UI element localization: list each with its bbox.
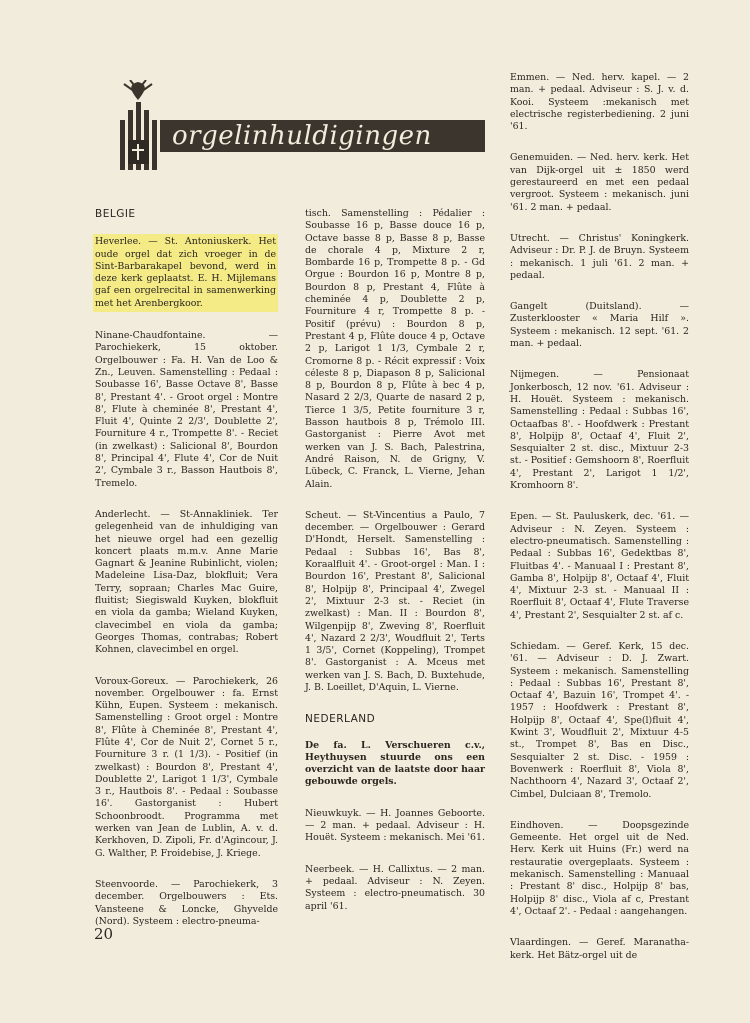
entry-scheut: Scheut. — St-Vincentius a Paulo, 7 december. — Orgelbouwer : Gerard D'Hondt, Herselt. Samenstelling : Pedaal : Subbas 16', Bas 8', Koraalfluit 4'. - Groot-orgel : Man. I : Bourdon 16', Prestant 8', Salicional 8', Holpijp 8', Principaal 4', Zwegel 2', Mixtuur 2-3 st. - Reciet (in zwelkast) : Man. II : Bourdon 8', Wilgenpijp 8', Zweving 8', Roerfluit 4', Nazard 2 2/3', Woudfluit 2', Terts 1 3/5', Cornet (Koppeling), Trompet 8'. Gastorganist : A. Mceus met werken van J. S. Bach, D. Buxtehude, J. B. Loeillet, D'Aquin, L. Vierne. [305, 509, 485, 693]
entry-epen: Epen. — St. Pauluskerk, dec. '61. — Adviseur : N. Zeyen. Systeem : electro-pneumatisch. Samenstelling : Pedaal : Subbas 16', Gedektbas 8', Fluitbas 4'. - Manuaal I : Prestant 8', Gamba 8', Holpijp 8', Octaaf 4', Fluit 4', Mixtuur 2-3 st. - Manuaal II : Roerfluit 8', Octaaf 4', Flute Traverse 4', Prestant 2', Sesquialter 2 st. af c. [510, 511, 689, 621]
entry-vlaardingen: Vlaardingen. — Geref. Maranatha-kerk. Het Bätz-orgel uit de [510, 937, 689, 961]
entry-anderlecht: Anderlecht. — St-Annakliniek. Ter gelegenheid van de inhuldiging van het nieuwe orgel had een gezellig koncert plaats m.m.v. Anne Marie Gagnart & Jeanine Rubinlicht, violen; Madeleine Lisa-Daz, blokfluit; Vera Terry, sopraan; Charles Mac Guire, fluitist; Siegiswald Kuyken, blokfluit en viola da gamba; Wieland Kuyken, clavecimbel en viola da gamba; Georges Thomas, contrabas; Robert Kohnen, clavecimbel en orgel. [95, 508, 278, 656]
entry-eindhoven: Eindhoven. — Doopsgezinde Gemeente. Het orgel uit de Ned. Herv. Kerk uit Huins (Fr.) werd na restauratie overgeplaats. Systeem : mekanisch. Samenstelling : Manuaal : Prestant 8' disc., Holpijp 8' bas, Holpijp 8' disc., Viola af c, Prestant 4', Octaaf 2'. - Pedaal : aangehangen. [510, 819, 689, 917]
column-2 [305, 208, 485, 932]
entry-steenvoorde-continued: tisch. Samenstelling : Pédalier : Soubasse 16 p, Basse douce 16 p, Octave basse 8 p, Basse 8 p, Basse de chorale 4 p, Mixture 2 r, Bombarde 16 p, Trompette 8 p. - Gd Orgue : Bourdon 16 p, Montre 8 p, Bourdon 8 p, Prestant 4, Flûte à cheminée 4 p, Doublette 2 p, Fourniture 4 r, Trompette 8 p. - Positif (prévu) : Bourdon 8 p, Prestant 4 p, Flûte douce 4 p, Octave 2 p, Larigot 1 1/3, Cymbale 2 r, Cromorne 8 p. - Récit expressif : Voix céleste 8 p, Diapason 8 p, Salicional 8 p, Bourdon 8 p, Flûte à bec 4 p, Nasard 2 2/3, Quarte de nasard 2 p, Tierce 1 3/5, Petite fourniture 3 r, Basson hautbois 8 p, Trémolo III. Gastorganist : Pierre Avot met werken van J. S. Bach, Palestrina, André Raison, N. de Grigny, V. Lübeck, C. Franck, L. Vierne, Jehan Alain. [305, 208, 485, 490]
entry-gangelt: Gangelt (Duitsland). — Zusterklooster « Maria Hilf ». Systeem : mekanisch. 12 sept. '61. 2 man. + pedaal. [510, 301, 689, 350]
entry-emmen: Emmen. — Ned. herv. kapel. — 2 man. + pedaal. Adviseur : S. J. v. d. Kooi. Systeem :mekanisch met electrische registerbediening. 2 juni '61. [510, 72, 689, 133]
section-heading-nederland: NEDERLAND [305, 713, 376, 726]
entry-genemuiden: Genemuiden. — Ned. herv. kerk. Het van Dijk-orgel uit ± 1850 werd gerestaureerd en met een pedaal vergroot. Systeem : mekanisch. juni '61. 2 man. + pedaal. [510, 152, 689, 213]
highlighted-entry-heverlee: Heverlee. — St. Antoniuskerk. Het oude orgel dat zich vroeger in de Sint-Barbarakapel bevond, werd in deze kerk geplaatst. E. H. Mijlemans gaf een orgelrecital in samenwerking met het Arenbergkoor. [93, 234, 278, 312]
entry-schiedam: Schiedam. — Geref. Kerk, 15 dec. '61. — Adviseur : D. J. Zwart. Systeem : mekanisch. Samenstelling : Pedaal : Subbas 16', Prestant 8', Octaaf 4', Bazuin 16', Trompet 4'. - 1957 : Hoofdwerk : Prestant 8', Holpijp 8', Octaaf 4', Spe(l)fluit 4', Kwint 3', Woudfluit 2', Mixtuur 4-5 st., Trompet 8', Bas en Disc., Sesquialter 2 st. Disc. - 1959 : Bovenwerk : Roerfluit 8', Viola 8', Nachthoorn 4', Nazard 3', Octaaf 2', Cimbel, Dulciaan 8', Tremolo. [510, 640, 689, 800]
header-banner [100, 80, 490, 180]
entry-voroux-goreux: Voroux-Goreux. — Parochiekerk, 26 november. Orgelbouwer : fa. Ernst Kühn, Eupen. Systeem : mekanisch. Samenstelling : Groot orgel : Montre 8', Flûte à Cheminée 8', Prestant 4', Flûte 4', Cor de Nuit 2', Cornet 5 r., Fourniture 3 r. (1 1/3). - Positief (in zwelkast) : Bourdon 8', Prestant 4', Doublette 2', Larigot 1 1/3', Cymbale 3 r., Hautbois 8'. - Pedaal : Soubasse 16'. Gastorganist : Hubert Schoonbroodt. Programma met werken van Jean de Lublin, A. v. d. Kerkhoven, D. Zipoli, Fr. d'Agincour, J. G. Walther, P. Froidebise, J. Kriege. [95, 675, 278, 859]
entry-verschueren-intro: De fa. L. Verschueren c.v., Heythuysen stuurde ons een overzicht van de laatste door haar gebouwde orgels. [305, 739, 485, 788]
organ-pipes-icon [120, 80, 157, 170]
column-1 [95, 208, 278, 947]
entry-neerbeek: Neerbeek. — H. Callixtus. — 2 man. + pedaal. Adviseur : N. Zeyen. Systeem : electro-pneumatisch. 30 april '61. [305, 863, 485, 912]
page-number: 20 [94, 925, 114, 943]
banner-title: orgelinhuldigingen [172, 121, 432, 151]
entry-ninane-chaudfontaine: Ninane-Chaudfontaine. — Parochiekerk, 15 oktober. Orgelbouwer : Fa. H. Van de Loo & Zn., Leuven. Samenstelling : Pedaal : Soubasse 16', Basse Octave 8', Basse 8', Prestant 4'. - Groot orgel : Montre 8', Flute à cheminée 8', Prestant 4', Fluit 4', Quinte 2 2/3', Doublette 2', Fourniture 4 r., Trompette 8'. - Reciet (in zwelkast) : Salicional 8', Bourdon 8', Principal 4', Flute 4', Cor de Nuit 2', Cymbale 3 r., Basson Hautbois 8', Tremelo. [95, 330, 278, 489]
section-heading-belgie: BELGIE [95, 208, 136, 220]
entry-nijmegen: Nijmegen. — Pensionaat Jonkerbosch, 12 nov. '61. Adviseur : H. Houët. Systeem : mekanisch. Samenstelling : Pedaal : Subbas 16', Octaafbas 8'. - Hoofdwerk : Prestant 8', Holpijp 8', Octaaf 4', Fluit 2', Sesquialter 2 st. disc., Mixtuur 2-3 st. - Positief : Gemshoorn 8', Roerfluit 4', Prestant 2', Larigot 1 1/2', Kromhoorn 8'. [510, 369, 689, 492]
entry-nieuwkuyk: Nieuwkuyk. — H. Joannes Geboorte. — 2 man. + pedaal. Adviseur : H. Houët. Systeem : mekanisch. Mei '61. [305, 807, 485, 844]
entry-steenvoorde: Steenvoorde. — Parochiekerk, 3 december. Orgelbouwers : Ets. Vansteene & Loncke, Ghyvelde (Nord). Systeem : electro-pneuma- [95, 878, 278, 927]
column-3 [510, 72, 689, 981]
entry-utrecht: Utrecht. — Christus' Koningkerk. Adviseur : Dr. P. J. de Bruyn. Systeem : mekanisch. 1 juli '61. 2 man. + pedaal. [510, 232, 689, 281]
